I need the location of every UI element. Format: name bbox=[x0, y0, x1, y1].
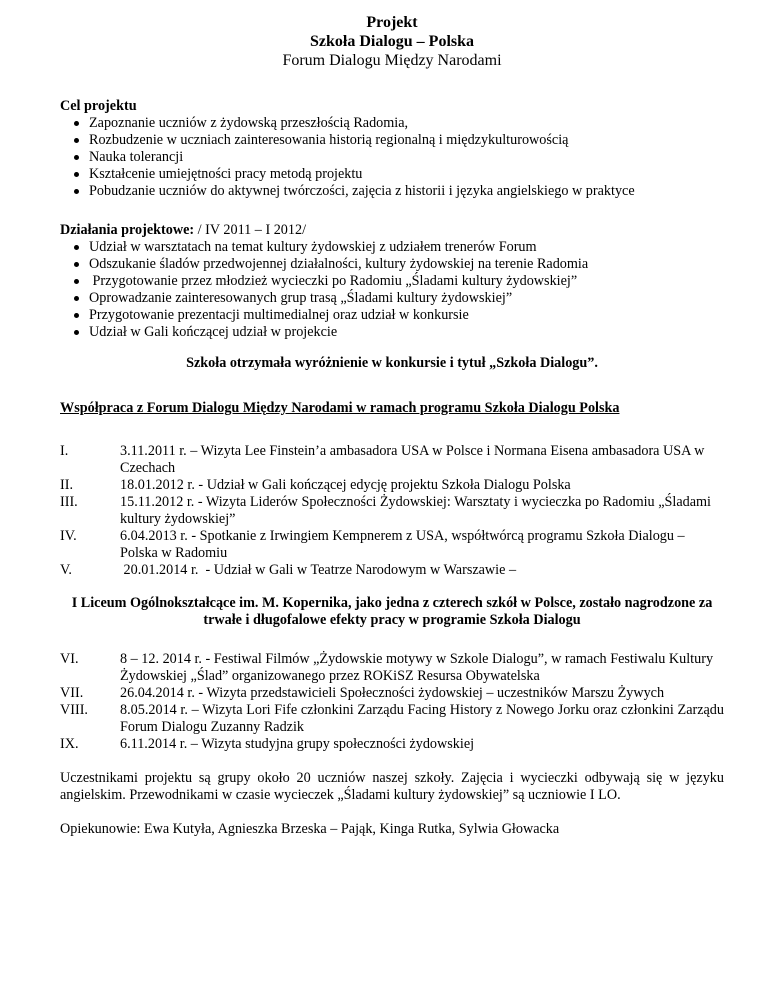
item-number: I. bbox=[60, 443, 69, 459]
item-number: II. bbox=[60, 477, 73, 493]
actions-heading-line bbox=[60, 222, 724, 239]
list-item bbox=[60, 443, 724, 477]
list-item: Udział w Gali kończącej udział w projekcie bbox=[60, 324, 724, 341]
list-item: Odszukanie śladów przedwojennej działalności, kultury żydowskiej na terenie Radomia bbox=[60, 256, 724, 273]
award-statement: Szkoła otrzymała wyróżnienie w konkursie i tytuł „Szkoła Dialogu”. bbox=[186, 355, 598, 371]
item-text: 18.01.2012 r. - Udział w Gali kończącej edycję projektu Szkoła Dialogu Polska bbox=[120, 477, 571, 493]
list-item: Nauka tolerancji bbox=[60, 149, 724, 166]
item-text: 6.04.2013 r. - Spotkanie z Irwingiem Kempnerem z USA, współtwórcą programu Szkoła Dialogu – Polska w Radomiu bbox=[120, 528, 685, 561]
list-item: Oprowadzanie zainteresowanych grup trasą „Śladami kultury żydowskiej” bbox=[60, 290, 724, 307]
item-text: 3.11.2011 r. – Wizyta Lee Finstein’a ambasadora USA w Polsce i Normana Eisena ambasadora USA w Czechach bbox=[120, 443, 705, 476]
supervisors-paragraph: Opiekunowie: Ewa Kutyła, Agnieszka Brzeska – Pająk, Kinga Rutka, Sylwia Głowacka bbox=[60, 821, 560, 837]
list-item: Kształcenie umiejętności pracy metodą projektu bbox=[60, 166, 724, 183]
lo-award-heading: I Liceum Ogólnokształcące im. M. Kopernika, jako jedna z czterech szkół w Polsce, zostało nagrodzone za trwałe i długofalowe efekty pracy w programie Szkoła Dialogu bbox=[71, 595, 713, 628]
list-item: Pobudzanie uczniów do aktywnej twórczości, zajęcia z historii i języka angielskiego w praktyce bbox=[60, 183, 724, 200]
list-item bbox=[60, 702, 724, 736]
actions-list bbox=[60, 239, 724, 341]
document-page bbox=[60, 13, 724, 838]
item-number: VIII. bbox=[60, 702, 88, 718]
actions-heading: Działania projektowe: bbox=[60, 222, 195, 238]
list-item bbox=[60, 685, 724, 702]
item-number: III. bbox=[60, 494, 78, 510]
cooperation-heading: Współpraca z Forum Dialogu Między Narodami w ramach programu Szkoła Dialogu Polska bbox=[60, 400, 620, 416]
list-item: Udział w warsztatach na temat kultury żydowskiej z udziałem trenerów Forum bbox=[60, 239, 724, 256]
item-text: 15.11.2012 r. - Wizyta Liderów Społeczności Żydowskiej: Warsztaty i wycieczka po Radomiu „Śladami kultury żydowskiej” bbox=[120, 494, 711, 527]
goals-heading: Cel projektu bbox=[60, 98, 137, 114]
list-item bbox=[60, 494, 724, 528]
title-line-3: Forum Dialogu Między Narodami bbox=[282, 52, 502, 69]
list-item bbox=[60, 477, 724, 494]
list-item: Rozbudzenie w uczniach zainteresowania historią regionalną i międzykulturowością bbox=[60, 132, 724, 149]
item-text: 6.11.2014 r. – Wizyta studyjna grupy społeczności żydowskiej bbox=[120, 736, 475, 752]
actions-period: / IV 2011 – I 2012/ bbox=[194, 222, 307, 238]
list-item bbox=[60, 562, 724, 579]
list-item: Zapoznanie uczniów z żydowską przeszłością Radomia, bbox=[60, 115, 724, 132]
list-item bbox=[60, 528, 724, 562]
list-item: Przygotowanie prezentacji multimedialnej oraz udział w konkursie bbox=[60, 307, 724, 324]
item-text: 8.05.2014 r. – Wizyta Lori Fife członkini Zarządu Facing History z Nowego Jorku oraz członkini Zarządu Forum Dialogu Zuzanny Radzik bbox=[120, 702, 724, 735]
document-title bbox=[60, 13, 724, 70]
goals-list bbox=[60, 115, 724, 200]
item-number: VII. bbox=[60, 685, 84, 701]
item-number: V. bbox=[60, 562, 72, 578]
item-text: 26.04.2014 r. - Wizyta przedstawicieli Społeczności żydowskiej – uczestników Marszu Żywych bbox=[120, 685, 665, 701]
item-text: 8 – 12. 2014 r. - Festiwal Filmów „Żydowskie motywy w Szkole Dialogu”, w ramach Festiwalu Kultury Żydowskiej „Ślad” organizowanego przez ROKiSZ Resursa Obywatelska bbox=[120, 651, 714, 684]
title-line-1: Projekt bbox=[366, 14, 418, 31]
cooperation-list bbox=[60, 443, 724, 579]
later-activities-list bbox=[60, 651, 724, 753]
item-number: IV. bbox=[60, 528, 77, 544]
item-number: IX. bbox=[60, 736, 79, 752]
item-number: VI. bbox=[60, 651, 79, 667]
list-item bbox=[60, 736, 724, 753]
list-item: Przygotowanie przez młodzież wycieczki po Radomiu „Śladami kultury żydowskiej” bbox=[60, 273, 724, 290]
title-line-2: Szkoła Dialogu – Polska bbox=[309, 33, 475, 50]
participants-paragraph: Uczestnikami projektu są grupy około 20 uczniów naszej szkoły. Zajęcia i wycieczki odbywają się w języku angielskim. Przewodnikami w czasie wycieczek „Śladami kultury żydowskiej” są uczniowie I LO. bbox=[60, 770, 724, 803]
list-item bbox=[60, 651, 724, 685]
item-text: 20.01.2014 r. - Udział w Gali w Teatrze Narodowym w Warszawie – bbox=[120, 562, 517, 578]
